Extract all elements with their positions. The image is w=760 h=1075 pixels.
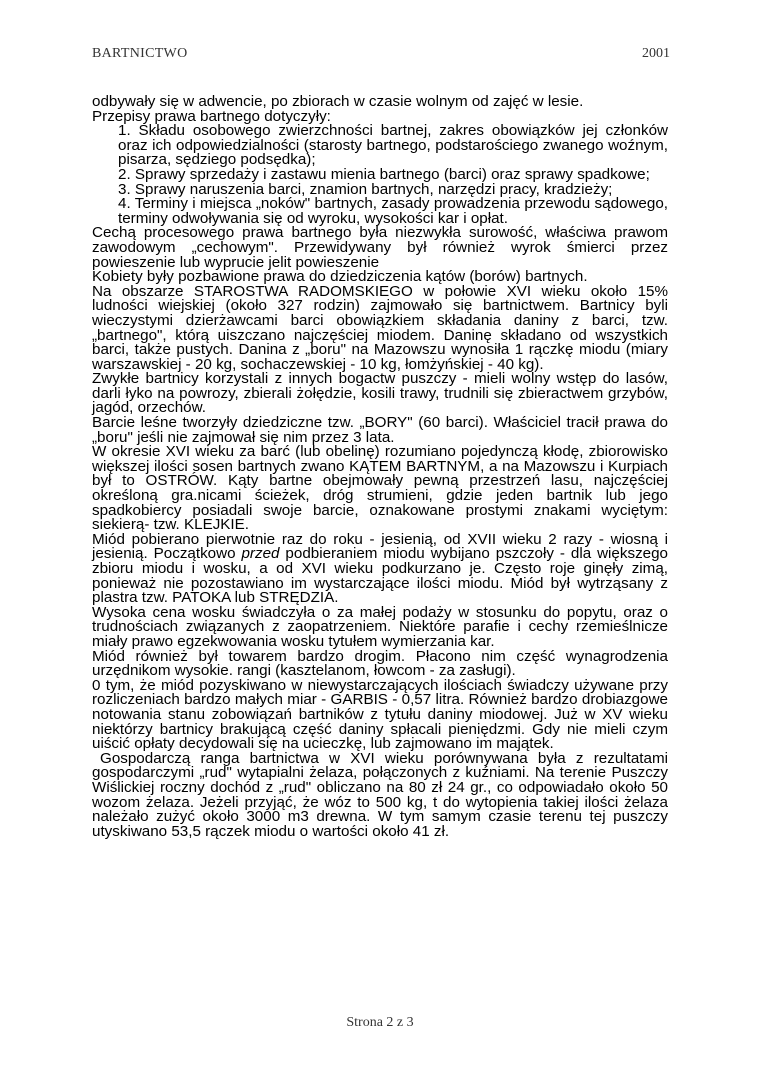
page-number: Strona 2 z 3 [346, 1015, 414, 1030]
paragraph: Na obszarze STAROSTWA RADOMSKIEGO w połowie XVI wieku około 15% ludności wiejskiej (około 327 rodzin) zajmowało się bartnictwem. Bartnicy byli wieczystymi dzierżawcami barci obowiązkiem składania daniny z barci, tzw. „bartnego", którą uiszczano najczęściej miodem. Daninę składano od wszystkich barci, także pustych. Danina z „boru" na Mazowszu wynosiła 1 rączkę miodu (miary warszawskiej - 20 kg, sochaczewskiej - 10 kg, łomżyńskiej - 40 kg). [92, 282, 668, 373]
page-footer [0, 1015, 760, 1031]
body-text [92, 95, 668, 839]
page-header [92, 46, 670, 64]
header-year: 2001 [642, 46, 670, 61]
paragraph: Barcie leśne tworzyły dziedziczne tzw. „BORY" (60 barci). Właściciel tracił prawa do „boru" jeśli nie zajmował się nim przez 3 lata. [92, 414, 668, 446]
list-item: 4. Terminy i miejsca „noków" bartnych, zasady prowadzenia przewodu sądowego, terminy odwoływania się od wyroku, wysokości kar i opłat. [118, 195, 668, 227]
paragraph [92, 530, 669, 607]
paragraph: Cechą procesowego prawa bartnego była niezwykła surowość, właściwa prawom zawodowym „cechowym". Przewidywany był również wyrok śmierci przez powieszenie lub wyprucie jelit powieszenie [92, 224, 668, 271]
paragraph: Wysoka cena wosku świadczyła o za małej podaży w stosunku do popytu, oraz o trudnościach związanych z zaopatrzeniem. Niektóre parafie i cechy rzemieślnicze miały prawo egzekwowania wosku tytułem wymierzania kar. [92, 603, 668, 650]
paragraph: Kobiety były pozbawione prawa do dziedziczenia kątów (borów) bartnych. [92, 268, 588, 286]
header-title: BARTNICTWO [92, 46, 188, 61]
paragraph-text: Miód pobierano pierwotnie raz do roku - jesienią, od XVII wieku 2 razy - wiosną i jesienią. Początkowo [92, 530, 668, 563]
paragraph: Zwykłe bartnicy korzystali z innych bogactw puszczy - mieli wolny wstęp do lasów, darli łyko na powrozy, zbierali żołędzie, kosili trawy, trudnili się zbieractwem grzybów, jagód, orzechów. [92, 370, 668, 417]
paragraph: 0 tym, że miód pozyskiwano w niewystarczających ilościach świadczy używane przy rozliczeniach bardzo małych miar - GARBIS - 0,57 litra. Również bardzo drobiazgowe notowania stanu zobowiązań bartników z tytułu daniny miodowej. Już w XV wieku niektórzy bartnicy brakującą część daniny spłacali pieniędzmi. Gdy nie mieli czym uiścić opłaty decydowali się na ucieczkę, lub zajmowano im majątek. [92, 676, 668, 753]
emphasis-text: przed [241, 545, 280, 563]
list-item: 2. Sprawy sprzedaży i zastawu mienia bartnego (barci) oraz sprawy spadkowe; [118, 165, 650, 183]
paragraph-text: podbieraniem miodu wybijano pszczoły - dla większego zbioru miodu i wosku, a od XVI wieku podkurzano je. Często roje ginęły zimą, ponieważ nie pozostawiano im wystarczające ilości miodu. Miód był wytrząsany z plastra tzw. PATOKA lub STRĘDZIA. [92, 545, 669, 607]
paragraph: W okresie XVI wieku za barć (lub obelinę) rozumiano pojedynczą kłodę, zbiorowisko większej ilości sosen bartnych zwano KĄTEM BARTNYM, a na Mazowszu i Kurpiach był to OSTRÓW. Kąty bartne obejmowały pewną przestrzeń lasu, najczęściej określoną gra.nicami ścieżek, dróg strumieni, gdzie jeden bartnik lub jego spadkobiercy posiadali swoje barcie, oznakowane prostymi znakami wyciętym: siekierą- tzw. KLEJKIE. [92, 443, 668, 534]
list-item: 3. Sprawy naruszenia barci, znamion bartnych, narzędzi pracy, kradzieży; [118, 180, 613, 198]
regulations-list [92, 124, 668, 226]
paragraph: odbywały się w adwencie, po zbiorach w czasie wolnym od zajęć w lesie. [92, 93, 584, 110]
paragraph: Gospodarczą ranga bartnictwa w XVI wieku porównywana była z rezultatami gospodarczymi „rud" wytapialni żelaza, połączonych z kuźniami. Na terenie Puszczy Wiślickiej roczny dochód z „rud" obliczano na 80 zł 24 gr., co odpowiadało około 50 wozom żelaza. Jeżeli przyjąć, że wóz to 500 kg, t do wytopienia takiej ilości żelaza należało zużyć około 3000 m3 drewna. W tym samym czasie terenu tej puszczy utyskiwano 53,5 rączek miodu o wartości około 41 zł. [92, 749, 668, 840]
paragraph: Miód również był towarem bardzo drogim. Płacono nim część wynagrodzenia urzędnikom wysokie. rangi (kasztelanom, łowcom - za zasługi). [92, 647, 668, 680]
list-item: 1. Składu osobowego zwierzchności bartnej, zakres obowiązków jej członków oraz ich odpowiedzialności (starosty bartnego, podstarościego zwanego woźnym, pisarza, sędziego podsędka); [118, 122, 668, 169]
paragraph: Przepisy prawa bartnego dotyczyły: [92, 107, 331, 125]
